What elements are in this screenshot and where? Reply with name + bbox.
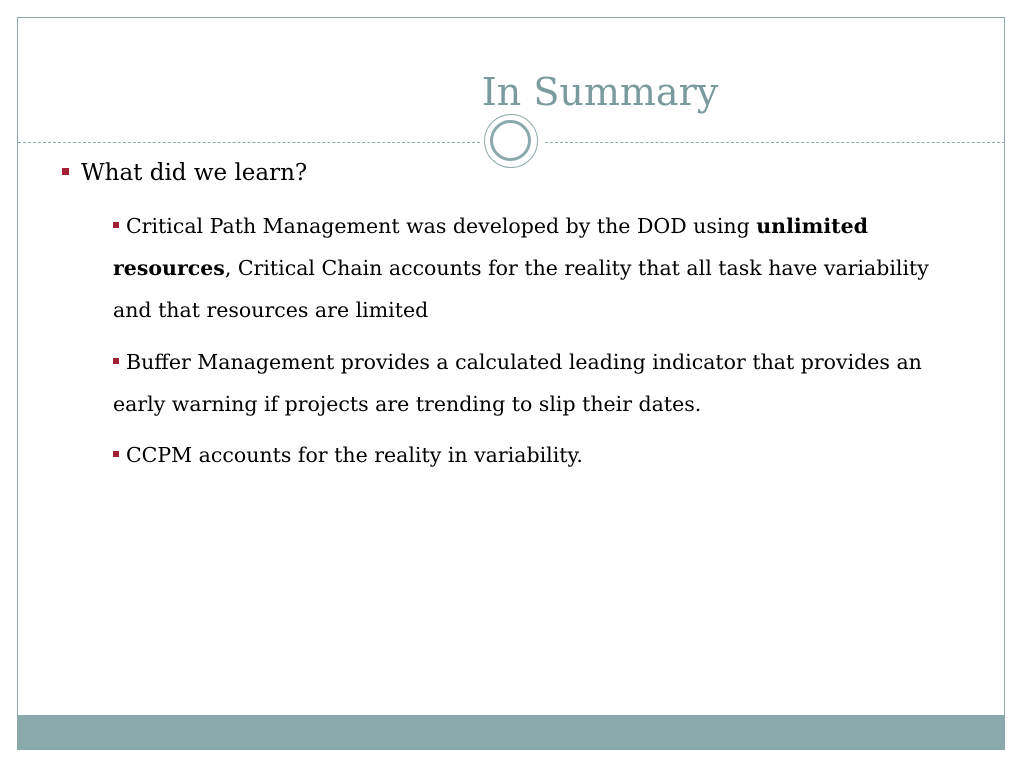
sub-bullet-1-text-before: Critical Path Management was developed by the DOD using	[126, 214, 757, 238]
sub-bullet-3-text: CCPM accounts for the reality in variability.	[126, 443, 583, 467]
sub-bullet-2	[113, 341, 973, 425]
sub-bullet-2-text: Buffer Management provides a calculated leading indicator that provides an early warning if projects are trending to slip their dates.	[113, 350, 922, 416]
sub-bullet-1	[113, 205, 973, 331]
title-divider-right	[545, 142, 1005, 143]
title-circle-ornament	[484, 114, 538, 168]
bullet-square-icon	[113, 358, 119, 364]
bullet-square-icon	[113, 222, 119, 228]
bullet-square-icon	[62, 168, 69, 175]
bullet-square-icon	[113, 451, 119, 457]
footer-band	[17, 715, 1005, 750]
sub-bullet-3	[113, 434, 973, 476]
main-bullet	[62, 156, 307, 190]
slide-title: In Summary	[481, 70, 719, 114]
title-divider-left	[18, 142, 480, 143]
title-circle-inner	[490, 120, 531, 161]
sub-bullet-1-text-after: , Critical Chain accounts for the reality that all task have variability and that resources are limited	[113, 256, 929, 322]
main-bullet-text: What did we learn?	[81, 160, 308, 186]
sub-bullet-1-bold: unlimited resources	[113, 214, 868, 280]
